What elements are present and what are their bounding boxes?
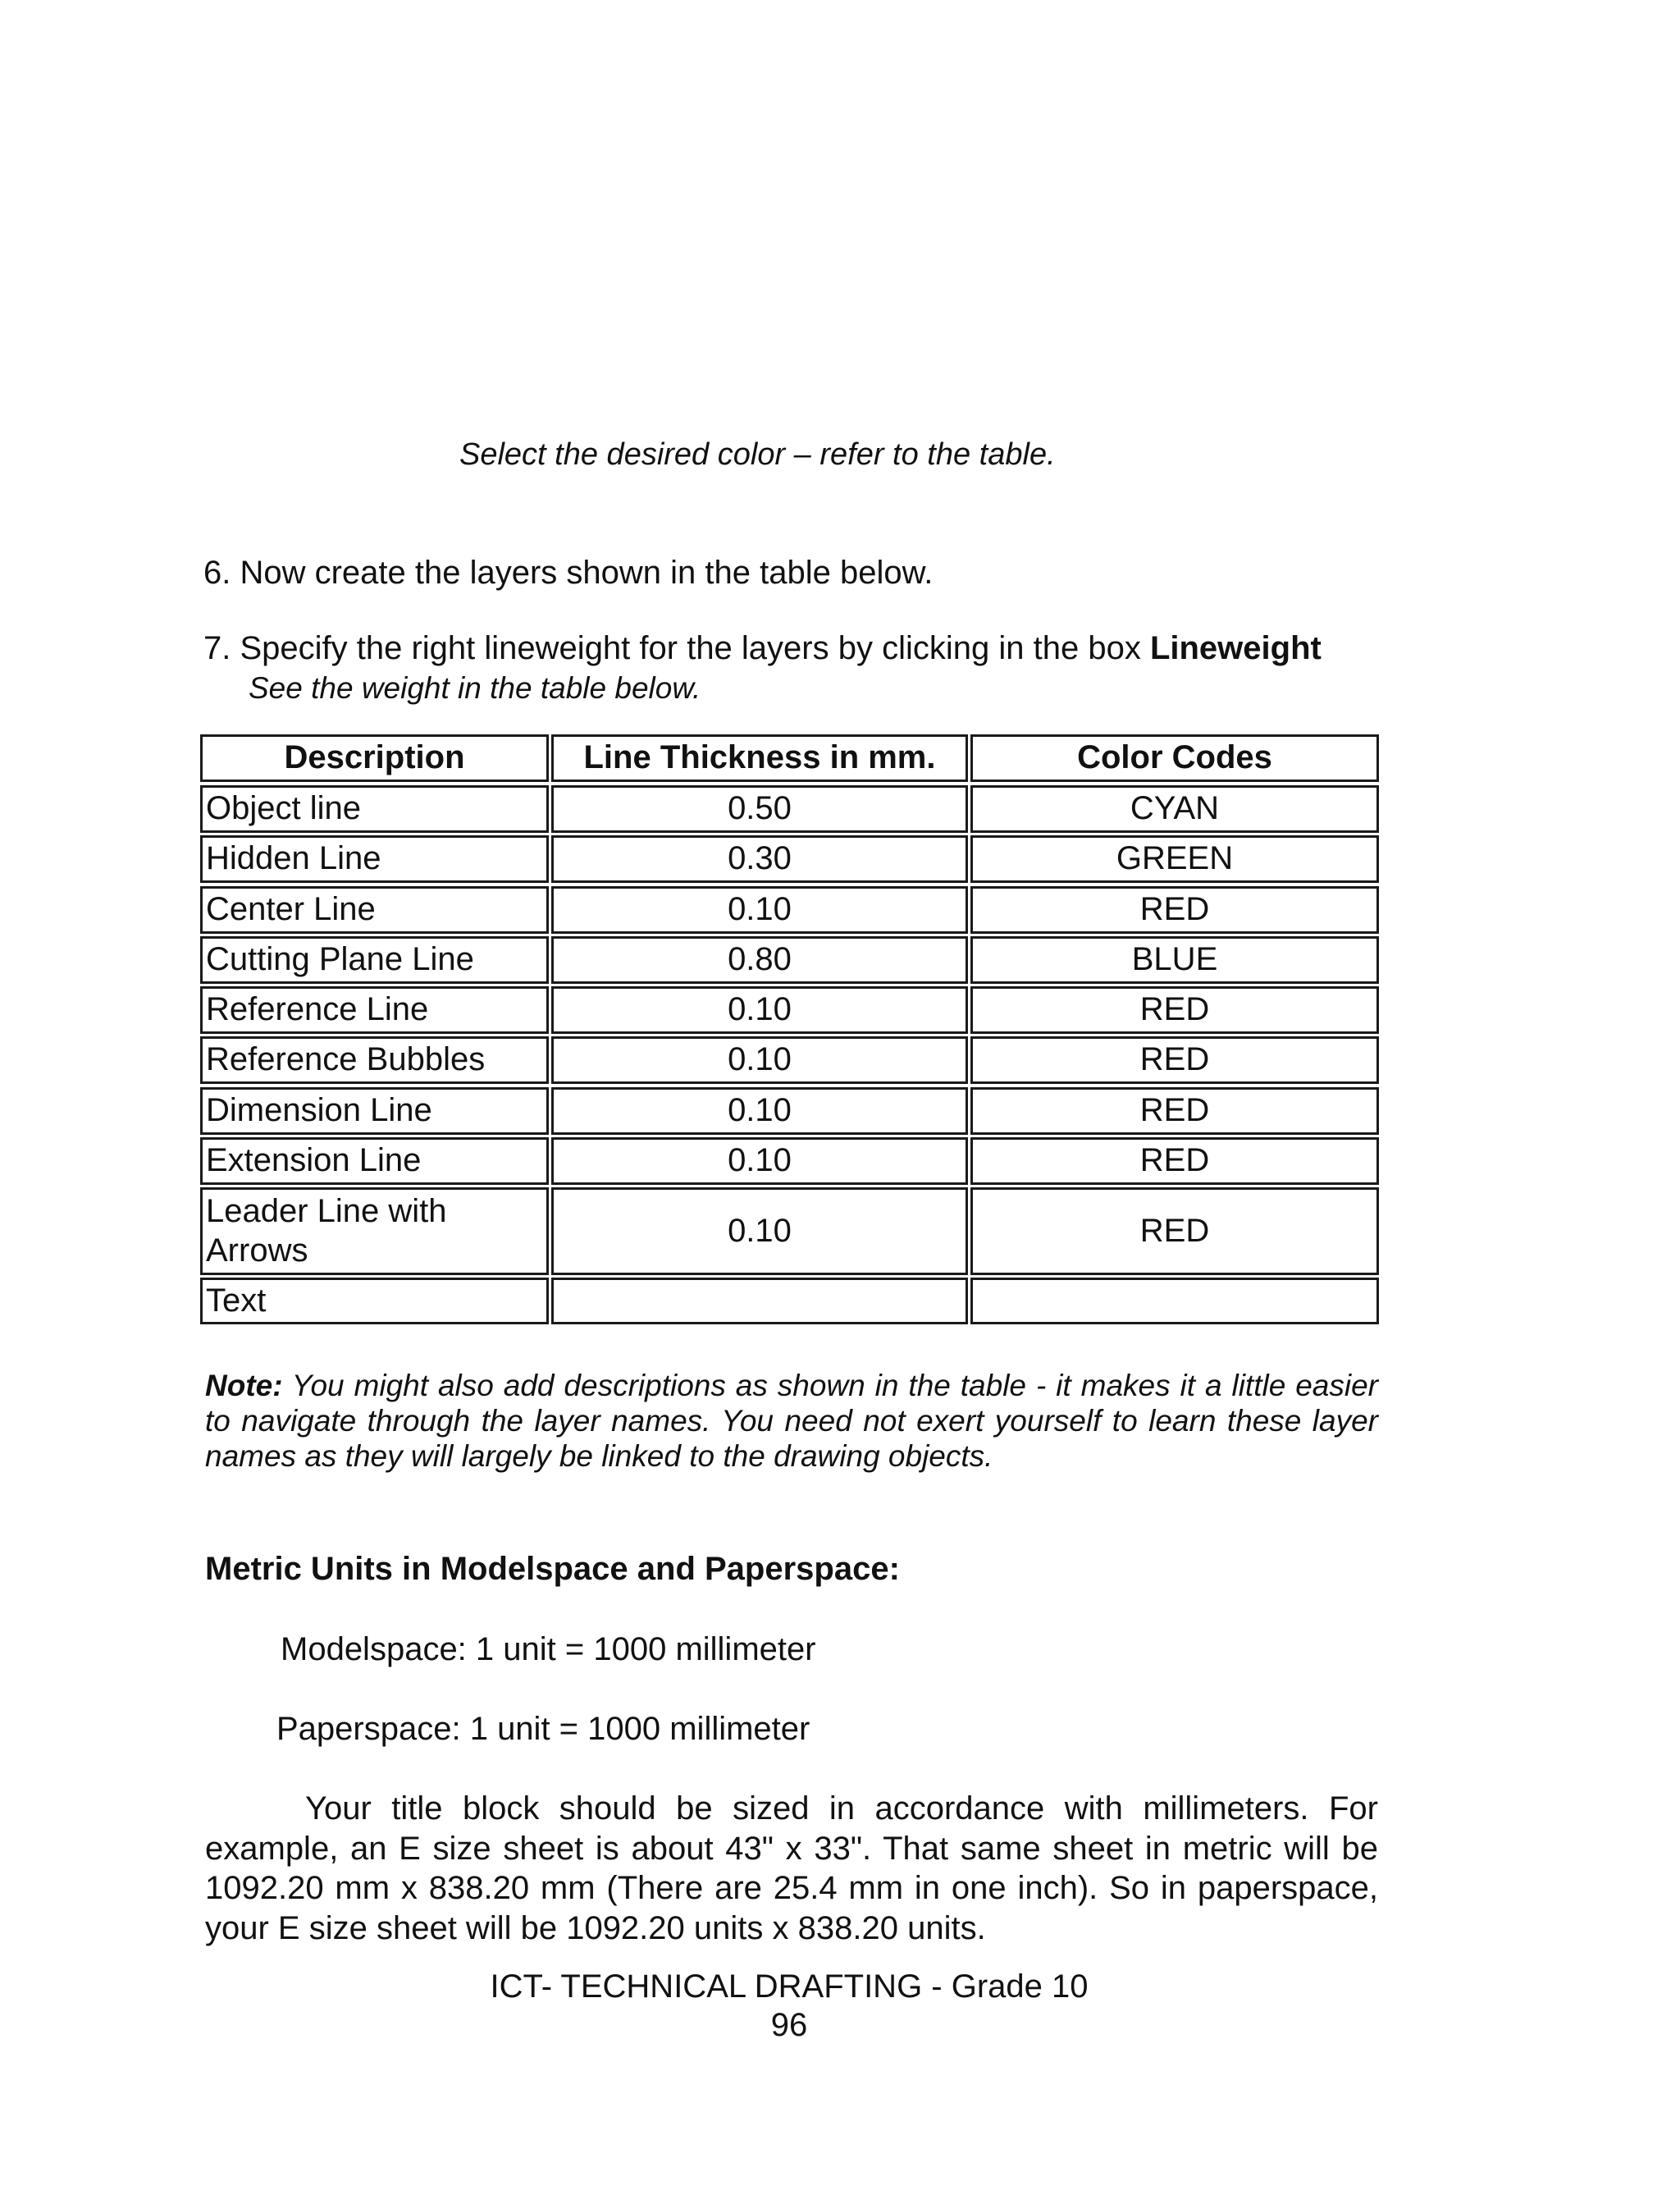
modelspace-units: Modelspace: 1 unit = 1000 millimeter: [281, 1631, 816, 1667]
table-cell-color: RED: [970, 986, 1379, 1034]
table-cell-thickness: 0.80: [551, 936, 968, 984]
table-cell-color: RED: [970, 1187, 1379, 1275]
table-cell-description: Text: [200, 1278, 549, 1324]
table-cell-description: Leader Line with Arrows: [200, 1187, 549, 1275]
paperspace-units: Paperspace: 1 unit = 1000 millimeter: [276, 1711, 810, 1747]
step-6: 6. Now create the layers shown in the table below.: [203, 555, 934, 591]
table-cell-description: Reference Line: [200, 986, 549, 1034]
table-cell-thickness: 0.30: [551, 835, 968, 883]
table-cell-color: GREEN: [970, 835, 1379, 883]
table-cell-thickness: 0.10: [551, 1087, 968, 1135]
table-cell-color: RED: [970, 1036, 1379, 1084]
table-header-thickness: Line Thickness in mm.: [551, 734, 968, 782]
note-text: You might also add descriptions as shown in the table - it makes it a little easier to navigate through the layer names. You need not exert yourself to learn these layer names as they will largely be linked to the drawing objects.: [205, 1369, 1378, 1473]
table-cell-description: Object line: [200, 785, 549, 833]
table-cell-description: Center Line: [200, 886, 549, 934]
table-header-description: Description: [200, 734, 549, 782]
table-cell-thickness: [551, 1278, 968, 1324]
table-cell-thickness: 0.50: [551, 785, 968, 833]
table-cell-description: Reference Bubbles: [200, 1036, 549, 1084]
table-cell-color: RED: [970, 1137, 1379, 1185]
table-cell-color: [970, 1278, 1379, 1324]
step-7-lineweight: Lineweight: [1149, 630, 1322, 666]
step-7-text: 7. Specify the right lineweight for the layers by clicking in the box: [203, 630, 1150, 666]
table-cell-description: Extension Line: [200, 1137, 549, 1185]
table-cell-color: RED: [970, 1087, 1379, 1135]
table-header-color: Color Codes: [970, 734, 1379, 782]
footer-course-title: ICT- TECHNICAL DRAFTING - Grade 10: [490, 1968, 1089, 2005]
table-cell-thickness: 0.10: [551, 1187, 968, 1275]
table-cell-thickness: 0.10: [551, 1137, 968, 1185]
title-block-paragraph: Your title block should be sized in accordance with millimeters. For example, an E size sheet is about 43" x 33". That same sheet in metric will be 1092.20 mm x 838.20 mm (There are 25.4 mm in one inch). So in paperspace, your E size sheet will be 1092.20 units x 838.20 units.: [205, 1790, 1378, 1946]
table-cell-thickness: 0.10: [551, 986, 968, 1034]
note-paragraph: [205, 1368, 1378, 1474]
step-7-subtext: See the weight in the table below.: [249, 671, 701, 705]
table-cell-thickness: 0.10: [551, 886, 968, 934]
table-cell-description: Dimension Line: [200, 1087, 549, 1135]
table-cell-color: BLUE: [970, 936, 1379, 984]
table-cell-description: Cutting Plane Line: [200, 936, 549, 984]
note-label: Note:: [205, 1369, 283, 1402]
table-caption: Select the desired color – refer to the table.: [459, 437, 1056, 472]
table-cell-color: RED: [970, 886, 1379, 934]
table-cell-color: CYAN: [970, 785, 1379, 833]
footer-page-number: 96: [770, 2007, 808, 2043]
table-cell-description: Hidden Line: [200, 835, 549, 883]
metric-units-heading: Metric Units in Modelspace and Paperspace:: [205, 1551, 900, 1587]
table-cell-thickness: 0.10: [551, 1036, 968, 1084]
